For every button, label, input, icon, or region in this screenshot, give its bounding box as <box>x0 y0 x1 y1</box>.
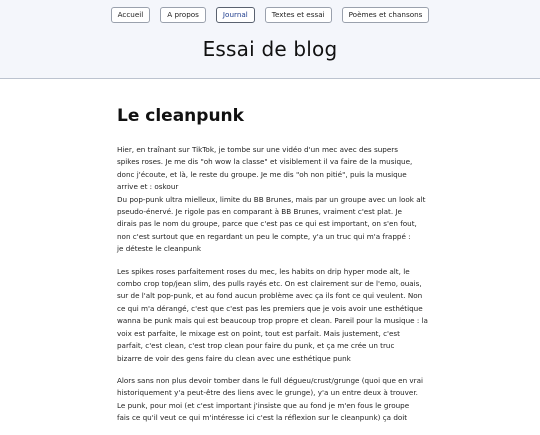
text-line: donc j'écoute, et là, le reste du groupe. Je me dis "oh non pitié", puis la musique <box>117 169 407 179</box>
text-line: non c'est surtout que en regardant un peu le compte, y'a un truc qui m'a frappé : <box>117 231 411 241</box>
text-line: Le punk, pour moi (et c'est important j'insiste que au fond je m'en fous le groupe <box>117 400 410 410</box>
post-paragraph-1 <box>117 144 426 256</box>
post-paragraph-3 <box>117 375 422 425</box>
text-line: Alors sans non plus devoir tomber dans le full dégueu/crust/grunge (quoi que en vrai <box>117 375 424 385</box>
nav-link-textes-et-essai[interactable]: Textes et essai <box>265 7 332 23</box>
text-line: fais ce qu'il veut ce qui m'intéresse ici c'est la réflexion sur le cleanpunk) ça doit <box>117 413 408 423</box>
text-line: je déteste le cleanpunk <box>117 244 202 254</box>
text-line: parfait, c'est clean, c'est trop clean pour faire du punk, et ça me crée un truc <box>117 341 395 351</box>
text-line: sur de l'alt pop-punk, et au fond aucun problème avec ça ils font ce qui veulent. Non <box>117 291 423 301</box>
main-nav <box>0 7 540 23</box>
site-title: Essai de blog <box>202 37 338 61</box>
text-line: Les spikes roses parfaitement roses du mec, les habits on drip hyper mode alt, le <box>117 266 410 276</box>
nav-link-a-propos[interactable]: A propos <box>160 7 206 23</box>
text-line: ce qui m'a dérangé, c'est que c'est pas les premiers que je vois avoir une esthétique <box>117 303 423 313</box>
site-header <box>0 0 540 79</box>
post-title: Le cleanpunk <box>117 106 244 126</box>
post-paragraph-2 <box>117 266 428 365</box>
post-content <box>117 104 428 435</box>
text-line: Hier, en traînant sur TikTok, je tombe sur une vidéo d'un mec avec des supers <box>117 145 398 154</box>
text-line: bizarre de voir des gens faire du clean avec une esthétique punk <box>117 353 351 363</box>
text-line: combo crop top/jean slim, des pulls rayés etc. On est clairement sur de l'emo, ouais, <box>117 279 422 289</box>
text-line: spikes roses. Je me dis "oh wow la classe" et visiblement il va faire de la musique, <box>117 157 413 167</box>
text-line: pseudo-énervé. Je rigole pas en comparant à BB Brunes, vraiment c'est plat. Je <box>117 207 402 217</box>
text-line: dirais pas le nom du groupe, parce que c'est pas ce qui est important, on s'en fout, <box>117 219 417 229</box>
text-line: Du pop-punk ultra mielleux, limite du BB Brunes, mais par un groupe avec un look alt <box>117 194 426 204</box>
text-line: voix est parfaite, le mixage est on point, tout est parfait. Mais justement, c'est <box>117 328 400 338</box>
nav-link-poemes-et-chansons[interactable]: Poèmes et chansons <box>342 7 430 23</box>
text-line: wanna be punk mais qui est beaucoup trop propre et clean. Pareil pour la musique : la <box>117 316 428 326</box>
text-line: arrive et : oskour <box>117 182 179 192</box>
nav-link-journal[interactable]: Journal <box>216 7 255 23</box>
nav-link-accueil[interactable]: Accueil <box>111 7 151 23</box>
text-line: historiquement y'a peut-être des liens avec le grunge), y'a un entre deux à trouver. <box>117 388 418 398</box>
